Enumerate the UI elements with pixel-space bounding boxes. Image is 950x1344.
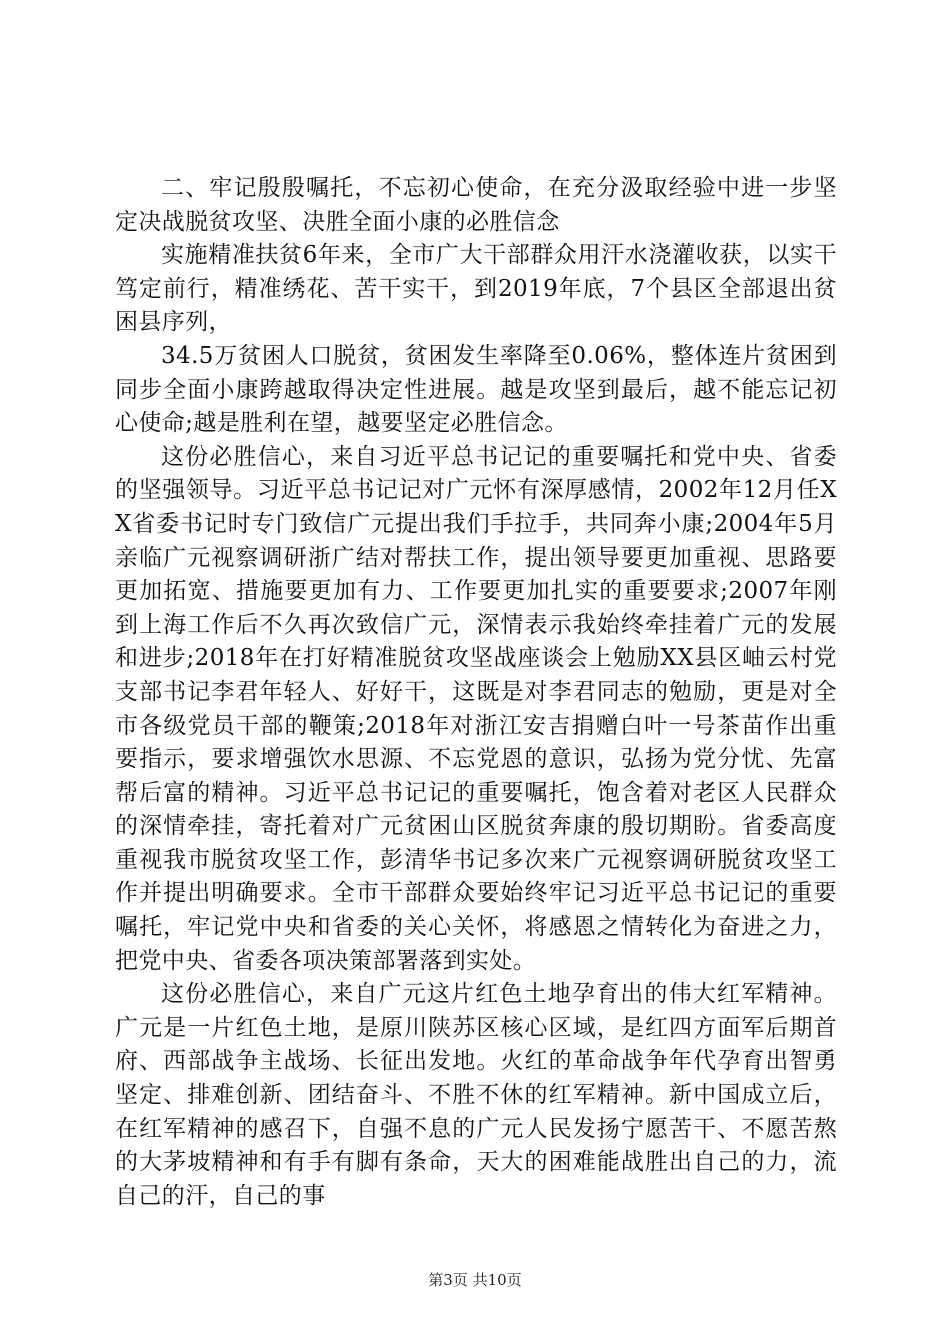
document-body	[115, 172, 837, 1213]
section-heading: 二、牢记殷殷嘱托，不忘初心使命，在充分汲取经验中进一步坚定决战脱贫攻坚、决胜全面小康的必胜信念	[115, 175, 837, 235]
paragraph: 34.5万贫困人口脱贫，贫困发生率降至0.06%，整体连片贫困到同步全面小康跨越取得决定性进展。越是攻坚到最后，越不能忘记初心使命;越是胜利在望，越要坚定必胜信念。	[115, 342, 837, 437]
paragraph: 这份必胜信心，来自习近平总书记记的重要嘱托和党中央、省委的坚强领导。习近平总书记记对广元怀有深厚感情，2002年12月任XX省委书记时专门致信广元提出我们手拉手，共同奔小康;2004年5月亲临广元视察调研浙广结对帮扶工作，提出领导要更加重视、思路要更加拓宽、措施要更加有力、工作要更加扎实的重要要求;2007年刚到上海工作后不久再次致信广元，深情表示我始终牵挂着广元的发展和进步;2018年在打好精准脱贫攻坚战座谈会上勉励XX县区岫云村党支部书记李君年轻人、好好干，这既是对李君同志的勉励，更是对全市各级党员干部的鞭策;2018年对浙江安吉捐赠白叶一号茶苗作出重要指示，要求增强饮水思源、不忘党恩的意识，弘扬为党分忧、先富帮后富的精神。习近平总书记记的重要嘱托，饱含着对老区人民群众的深情牵挂，寄托着对广元贫困山区脱贫奔康的殷切期盼。省委高度重视我市脱贫攻坚工作，彭清华书记多次来广元视察调研脱贫攻坚工作并提出明确要求。全市干部群众要始终牢记习近平总书记记的重要嘱托，牢记党中央和省委的关心关怀，将感恩之情转化为奋进之力，把党中央、省委各项决策部署落到实处。	[115, 443, 837, 974]
page-number-footer: 第3页 共10页	[428, 1271, 522, 1289]
paragraph: 实施精准扶贫6年来，全市广大干部群众用汗水浇灌收获，以实干笃定前行，精准绣花、苦干实干，到2019年底，7个县区全部退出贫困县序列，	[115, 242, 837, 336]
paragraph: 这份必胜信心，来自广元这片红色土地孕育出的伟大红军精神。广元是一片红色土地，是原川陕苏区核心区域，是红四方面军后期首府、西部战争主战场、长征出发地。火红的革命战争年代孕育出智勇坚定、排难创新、团结奋斗、不胜不休的红军精神。新中国成立后，在红军精神的感召下，自强不息的广元人民发扬宁愿苦干、不愿苦熬的大茅坡精神和有手有脚有条命，天大的困难能战胜出自己的力，流自己的汗，自己的事	[115, 981, 837, 1209]
